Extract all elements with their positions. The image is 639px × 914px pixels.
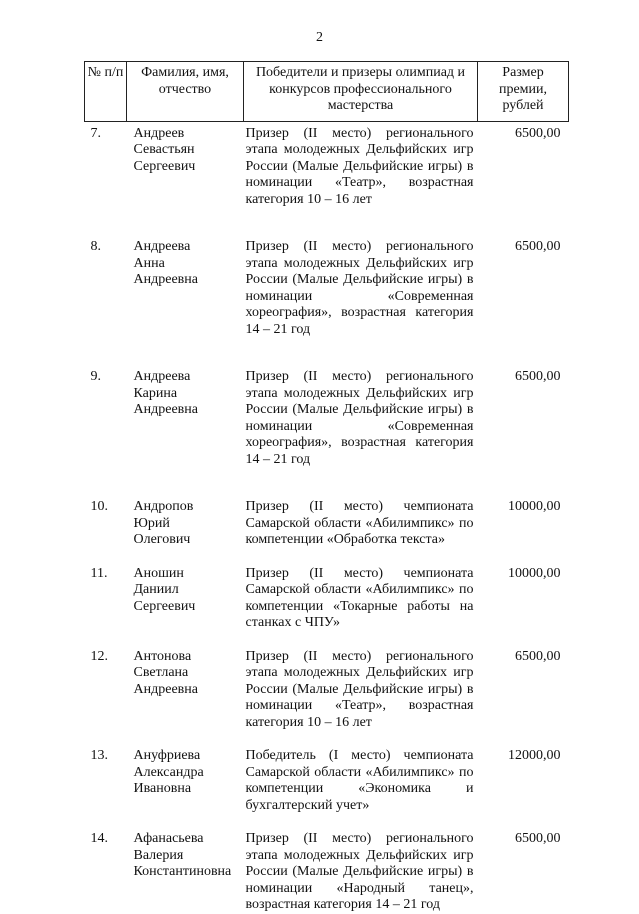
row-spacer <box>85 468 569 499</box>
table-row <box>85 499 569 549</box>
row-spacer-cell <box>85 468 569 499</box>
header-desc: Победители и призеры олимпиад и конкурсов профессионального мастерства <box>244 62 478 122</box>
award-description: Призер (II место) чемпионата Самарской области «Абилимпикс» по компетенции «Обработка текста» <box>245 499 474 547</box>
row-spacer <box>85 338 569 369</box>
row-spacer <box>85 549 569 566</box>
table-header-row <box>85 62 569 122</box>
person-name-part: Карина <box>133 385 178 401</box>
person-name <box>127 831 244 914</box>
person-name-part: Андреева <box>133 369 191 384</box>
person-name-part: Андреевна <box>133 402 198 417</box>
row-number: 13. <box>90 748 108 763</box>
award-description: Призер (II место) регионального этапа молодежных Дельфийских игр России (Малые Дельфийские игры) в номинации «Театр», возрастная категория 10 – 16 лет <box>245 648 474 730</box>
person-name-part: Сергеевич <box>133 598 196 614</box>
award-amount: 6500,00 <box>515 239 561 254</box>
header-name: Фамилия, имя, отчество <box>127 62 244 122</box>
table-row <box>85 649 569 732</box>
award-description: Призер (II место) регионального этапа молодежных Дельфийских игр России (Малые Дельфийские игры) в номинации «Театр», возрастная категория 10 – 16 лет <box>245 125 474 207</box>
person-name-part: Андропов <box>133 499 194 514</box>
row-number: 12. <box>90 648 108 664</box>
row-number: 7. <box>90 125 101 141</box>
award-amount: 6500,00 <box>515 369 561 384</box>
row-spacer-cell <box>85 814 569 831</box>
award-description: Призер (II место) чемпионата Самарской области «Абилимпикс» по компетенции «Токарные работы на станках с ЧПУ» <box>245 565 474 630</box>
award-amount: 12000,00 <box>508 748 561 763</box>
person-name-part: Анна <box>133 255 165 271</box>
person-name-part: Севастьян <box>133 142 195 157</box>
awards-table <box>84 61 569 914</box>
person-name <box>127 239 244 338</box>
header-num: № п/п <box>85 62 127 122</box>
person-name <box>127 499 244 549</box>
person-name-part: Антонова <box>133 648 192 664</box>
table-row <box>85 369 569 468</box>
row-number: 14. <box>90 831 108 846</box>
row-spacer <box>85 814 569 831</box>
person-name-part: Андреевна <box>133 681 198 697</box>
table-row <box>85 239 569 338</box>
table-row <box>85 121 569 208</box>
row-spacer-cell <box>85 632 569 649</box>
person-name-part: Юрий <box>133 515 170 531</box>
person-name-part: Сергеевич <box>133 158 196 174</box>
row-spacer-cell <box>85 549 569 566</box>
award-amount: 6500,00 <box>515 125 561 141</box>
row-number: 11. <box>90 565 108 581</box>
person-name-part: Андреев <box>133 125 185 141</box>
row-spacer <box>85 632 569 649</box>
person-name-part: Аношин <box>133 565 184 581</box>
row-number: 9. <box>90 369 101 384</box>
person-name-part: Валерия <box>133 847 184 863</box>
award-description: Призер (II место) регионального этапа молодежных Дельфийских игр России (Малые Дельфийские игры) в номинации «Народный танец», возрастная категория 14 – 21 год <box>245 831 474 912</box>
person-name-part: Александра <box>133 764 204 780</box>
person-name-part: Даниил <box>133 582 179 597</box>
page-number: 2 <box>316 30 323 45</box>
award-amount: 10000,00 <box>508 565 561 581</box>
table-row <box>85 566 569 632</box>
person-name-part: Константиновна <box>133 864 232 879</box>
person-name-part: Андреева <box>133 239 191 254</box>
row-number: 8. <box>90 239 101 254</box>
row-spacer <box>85 208 569 239</box>
person-name <box>127 748 244 814</box>
award-description: Призер (II место) регионального этапа молодежных Дельфийских игр России (Малые Дельфийские игры) в номинации «Современная хореография», возрастная категория 14 – 21 год <box>245 369 474 467</box>
person-name-part: Светлана <box>133 665 189 680</box>
row-spacer-cell <box>85 338 569 369</box>
table-body <box>85 121 569 914</box>
award-amount: 10000,00 <box>508 499 561 514</box>
award-description: Призер (II место) регионального этапа молодежных Дельфийских игр России (Малые Дельфийские игры) в номинации «Современная хореография», возрастная категория 14 – 21 год <box>245 239 474 337</box>
row-number: 10. <box>90 499 108 514</box>
person-name <box>127 121 244 208</box>
header-amount: Размер премии, рублей <box>478 62 569 122</box>
person-name-part: Олегович <box>133 532 191 547</box>
person-name <box>127 369 244 468</box>
person-name-part: Афанасьева <box>133 831 204 846</box>
person-name-part: Ануфриева <box>133 748 201 763</box>
award-amount: 6500,00 <box>515 648 561 664</box>
person-name-part: Андреевна <box>133 272 198 287</box>
table-row <box>85 748 569 814</box>
person-name <box>127 566 244 632</box>
row-spacer-cell <box>85 208 569 239</box>
row-spacer-cell <box>85 731 569 748</box>
person-name <box>127 649 244 732</box>
award-description: Победитель (I место) чемпионата Самарской области «Абилимпикс» по компетенции «Экономика и бухгалтерский учет» <box>245 748 474 813</box>
person-name-part: Ивановна <box>133 781 192 796</box>
row-spacer <box>85 731 569 748</box>
award-amount: 6500,00 <box>515 831 561 846</box>
table-row <box>85 831 569 914</box>
